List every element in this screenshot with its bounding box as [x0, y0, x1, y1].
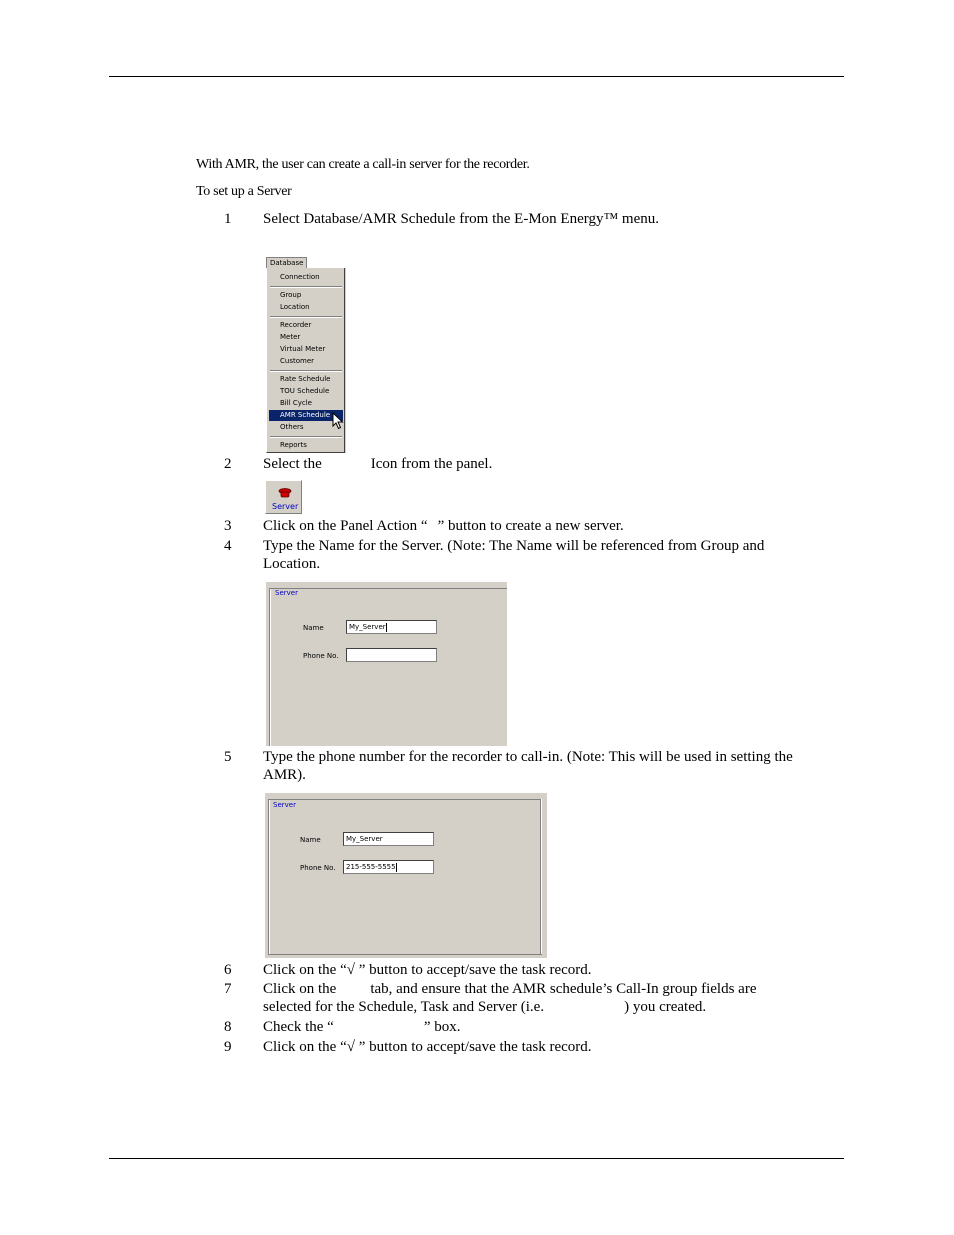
menu-bar	[266, 257, 346, 268]
server-panel-button[interactable]	[265, 480, 302, 514]
step-number: 2	[224, 456, 232, 472]
step-text: Select Database/AMR Schedule from the E-Mon Energy™ menu.	[263, 211, 659, 227]
step-text-line: Type the phone number for the recorder to call-in. (Note: This will be used in setting the	[263, 749, 793, 765]
phone-label: Phone No.	[300, 864, 336, 872]
menu-item-connection[interactable]: Connection	[280, 273, 320, 281]
step-number: 7	[224, 981, 232, 997]
menu-separator	[270, 316, 342, 318]
menu-item-amr-schedule[interactable]: AMR Schedule	[269, 410, 343, 421]
step-number: 5	[224, 749, 232, 765]
menu-separator	[270, 436, 342, 438]
menu-separator	[270, 370, 342, 372]
mouse-pointer-icon	[332, 412, 346, 430]
step-text	[263, 537, 823, 573]
menu-item-bill-cycle[interactable]: Bill Cycle	[280, 399, 312, 407]
header-rule	[109, 76, 844, 77]
step-text	[263, 748, 823, 784]
server-name-field[interactable]: My_Server	[343, 832, 434, 846]
step-text-line: Type the Name for the Server. (Note: The Name will be referenced from Group and	[263, 538, 765, 554]
menu-item-customer[interactable]: Customer	[280, 357, 315, 365]
step-text-part: ” button to create a new server.	[437, 518, 624, 534]
step-text-part: Click on the Panel Action “	[263, 518, 428, 534]
step-number: 4	[224, 538, 232, 554]
menu-item-reports[interactable]: Reports	[280, 441, 307, 449]
menu-separator	[270, 286, 342, 288]
server-form-screenshot	[266, 582, 507, 746]
name-label: Name	[303, 624, 324, 632]
step-text: Click on the “√ ” button to accept/save the task record.	[263, 1039, 592, 1055]
step-text: Click on the “√ ” button to accept/save the task record.	[263, 962, 592, 978]
server-form-screenshot	[265, 793, 547, 958]
menu-item-rate-schedule[interactable]: Rate Schedule	[280, 375, 331, 383]
step-number: 3	[224, 518, 232, 534]
telephone-icon	[278, 487, 292, 499]
step-text-line: Location.	[263, 556, 321, 572]
footer-rule	[109, 1158, 844, 1159]
step-text-line: Click on the tab, and ensure that the AMR schedule’s Call-In group fields are	[263, 981, 757, 997]
step-number: 9	[224, 1039, 232, 1055]
server-name-field[interactable]: My_Server	[346, 620, 437, 634]
server-group-legend: Server	[273, 801, 296, 809]
menu-item-others[interactable]: Others	[280, 423, 304, 431]
step-text	[263, 455, 823, 473]
menu-item-virtual-meter[interactable]: Virtual Meter	[280, 345, 326, 353]
step-number: 6	[224, 962, 232, 978]
step-number: 8	[224, 1019, 232, 1035]
phone-number-field[interactable]	[346, 648, 437, 662]
menu-item-meter[interactable]: Meter	[280, 333, 301, 341]
menu-item-group[interactable]: Group	[280, 291, 302, 299]
menu-title-database[interactable]: Database	[266, 257, 307, 268]
step-text-part: Icon from the panel.	[370, 456, 493, 472]
menu-item-location[interactable]: Location	[280, 303, 310, 311]
step-number: 1	[224, 211, 232, 227]
step-text: Check the “ ” box.	[263, 1019, 461, 1035]
step-text	[263, 980, 823, 1016]
server-icon-label: Server	[272, 502, 299, 511]
phone-number-field[interactable]: 215-555-5555	[343, 860, 434, 874]
name-label: Name	[300, 836, 321, 844]
phone-label: Phone No.	[303, 652, 339, 660]
menu-item-recorder[interactable]: Recorder	[280, 321, 312, 329]
step-text-line: AMR).	[263, 767, 306, 783]
step-text-part: Select the	[263, 456, 322, 472]
menu-item-tou-schedule[interactable]: TOU Schedule	[280, 387, 330, 395]
subheading: To set up a Server	[196, 184, 292, 199]
server-group-legend: Server	[275, 589, 298, 597]
intro-paragraph: With AMR, the user can create a call-in server for the recorder.	[196, 157, 530, 172]
step-text	[263, 517, 823, 535]
step-text-line: selected for the Schedule, Task and Server (i.e. ) you created.	[263, 999, 707, 1015]
